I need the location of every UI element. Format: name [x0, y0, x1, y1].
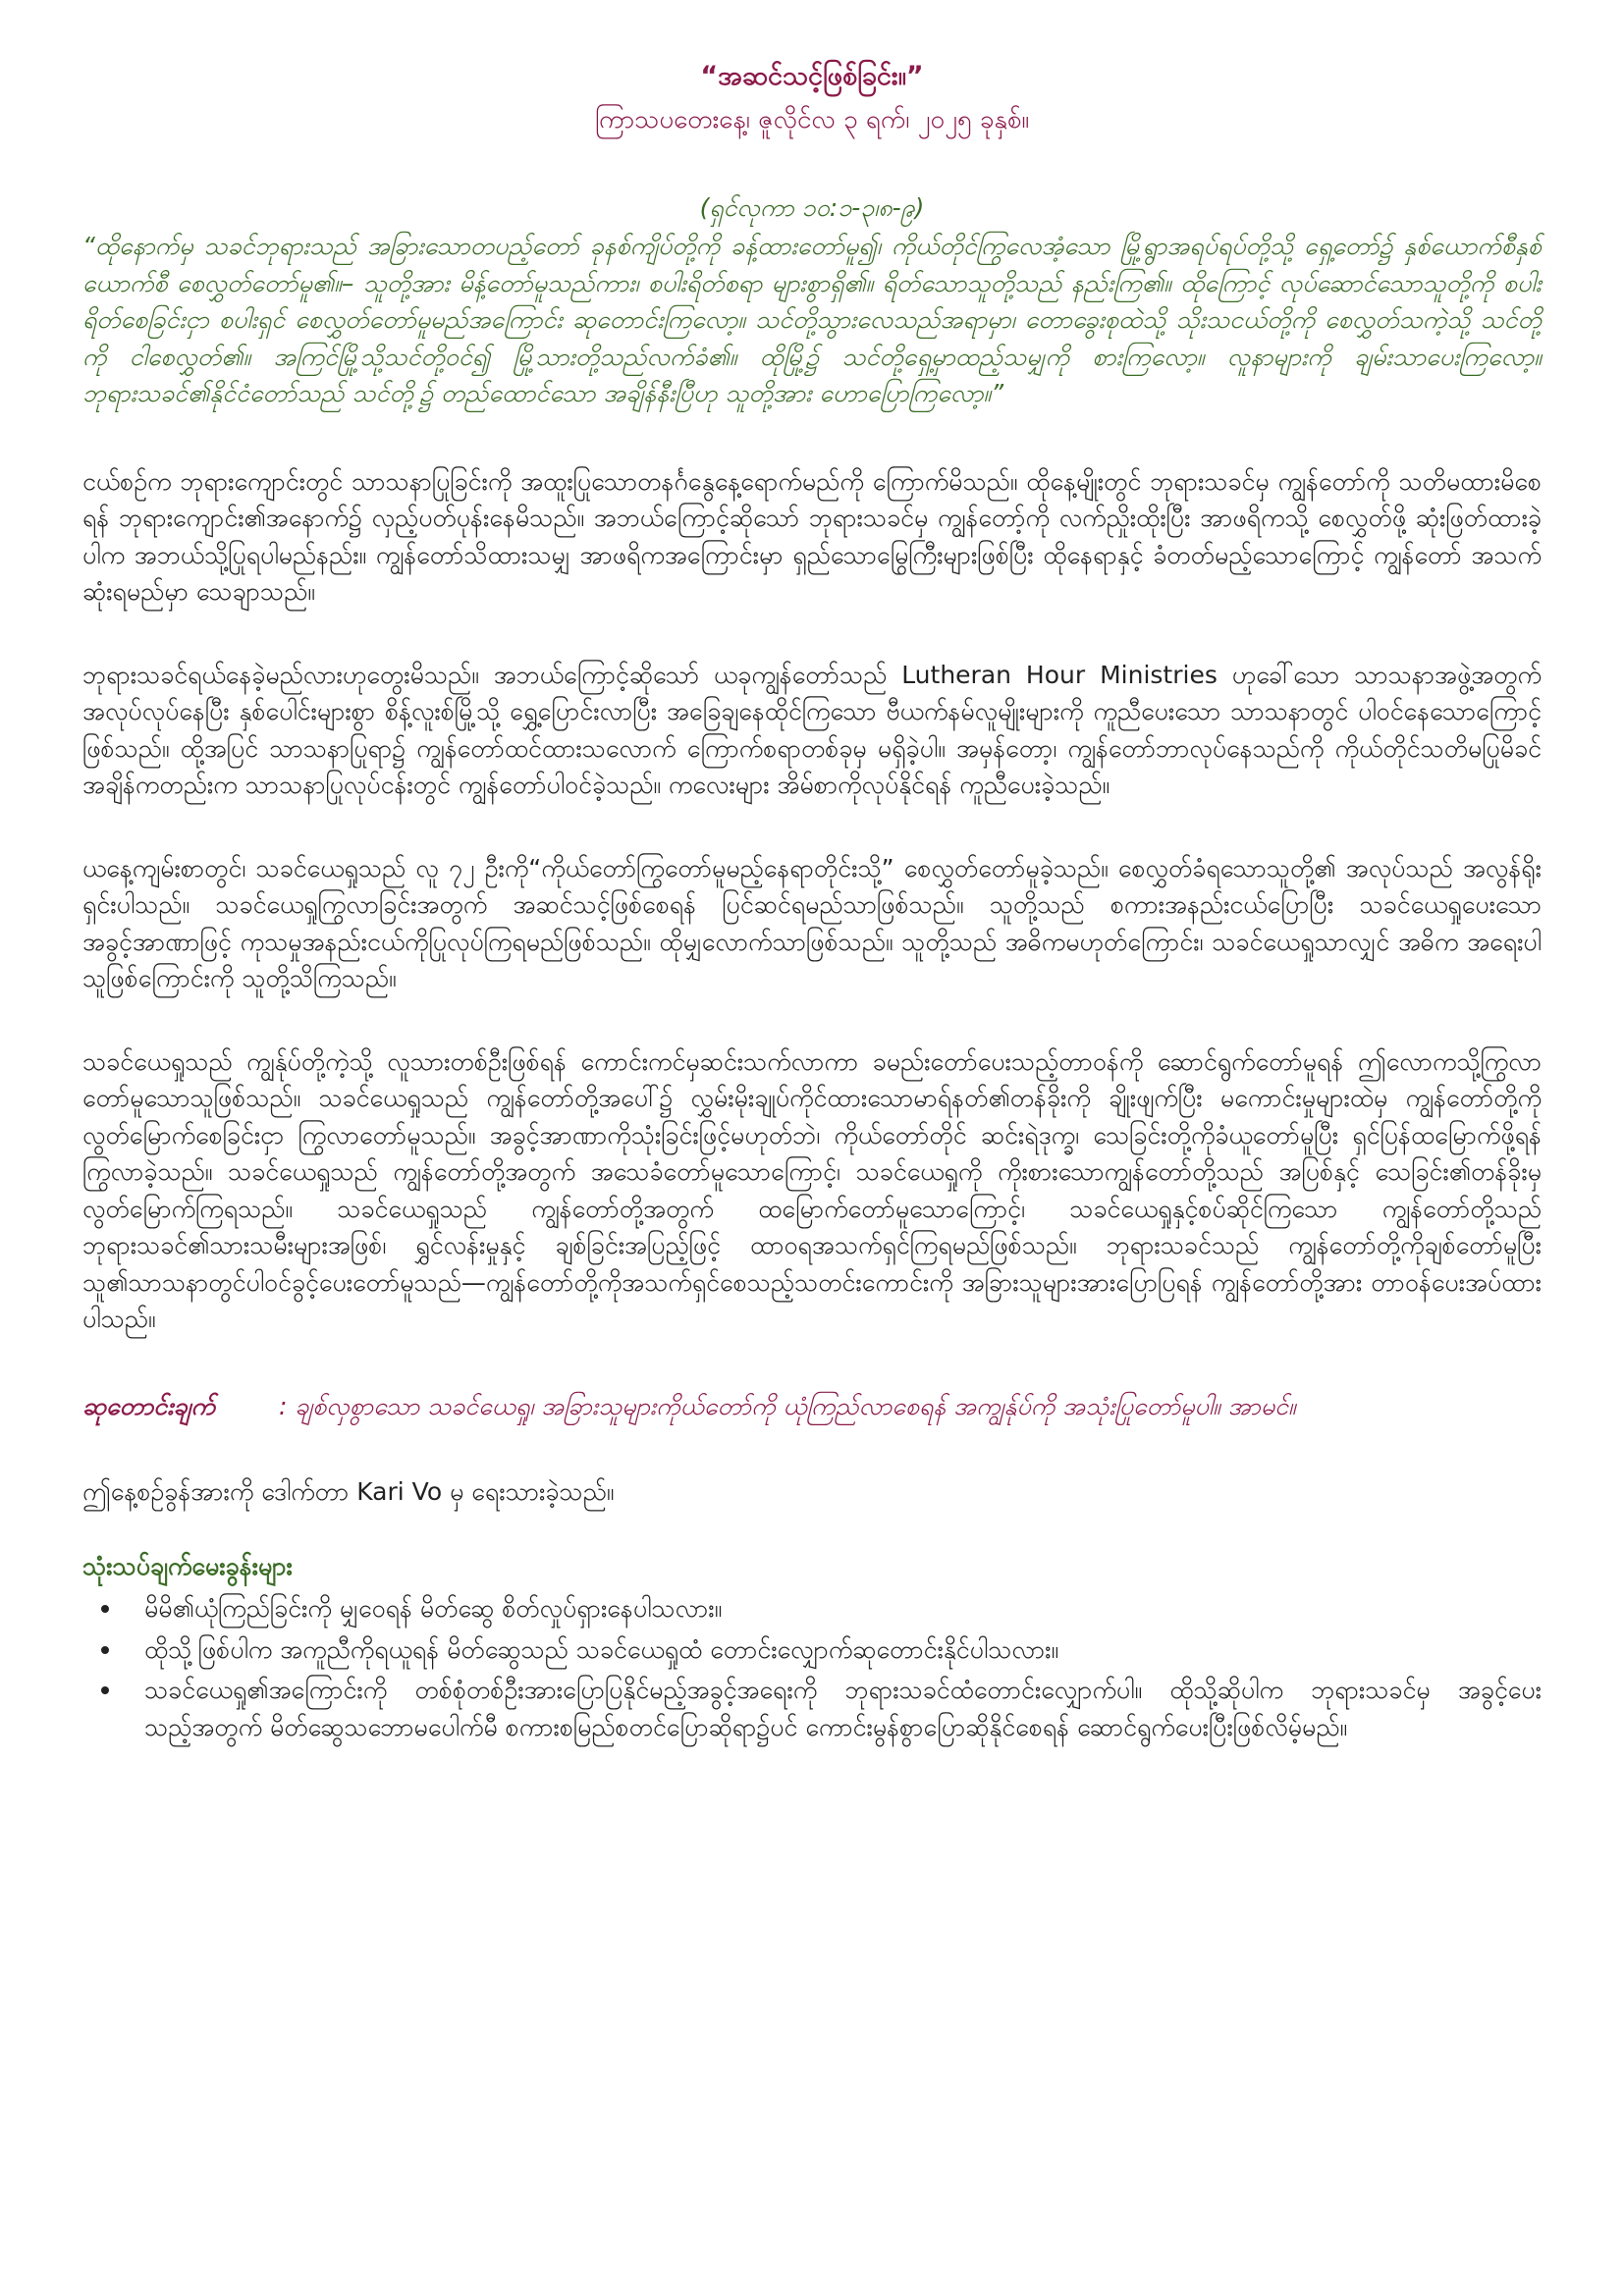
reflection-questions — [82, 1590, 1542, 1745]
bullet-icon — [101, 1686, 109, 1694]
page-content — [82, 57, 1542, 1749]
question-text: မိမိ၏ယုံကြည်ခြင်းကို မျှဝေရန် မိတ်ဆွေ စိတ်လှုပ်ရှားနေပါသလား။ — [144, 1594, 723, 1623]
body-paragraph-2: ဘုရားသခင်ရယ်နေခဲ့မည်လားဟုတွေးမိသည်။ အဘယ်ကြောင့်ဆိုသော် ယခုကျွန်တော်သည် Lutheran Hour Ministries ဟုခေါ်သော သာသနာအဖွဲ့အတွက် အလုပ်လုပ်နေပြီး နှစ်ပေါင်းများစွာ စိန့်လူးစ်မြို့သို့ ရွှေ့ပြောင်းလာပြီး အခြေချနေထိုင်ကြသော ဗီယက်နမ်လူမျိုးများကို ကူညီပေးသော သာသနာတွင် ပါဝင်နေသောကြောင့်ဖြစ်သည်။ ထို့အပြင် သာသနာပြုရာ၌ ကျွန်တော်ထင်ထားသလောက် ကြောက်စရာတစ်ခုမှ မရှိခဲ့ပါ။ အမှန်တော့၊ ကျွန်တော်ဘာလုပ်နေသည်ကို ကိုယ်တိုင်သတိမပြုမိခင် အချိန်ကတည်းက သာသနာပြုလုပ်ငန်းတွင် ကျွန်တော်ပါဝင်ခဲ့သည်။ ကလေးများ အိမ်စာကိုလုပ်နိုင်ရန် ကူညီပေးခဲ့သည်။ — [82, 660, 1542, 799]
scripture-text: “ထိုနောက်မှ သခင်ဘုရားသည် အခြားသောတပည့်တော် ခုနစ်ကျိပ်တို့ကို ခန့်ထားတော်မူ၍၊ ကိုယ်တိုင်ကြွလေအံ့သော မြို့ရွာအရပ်ရပ်တို့သို့ ရှေ့တော်၌ နှစ်ယောက်စီနှစ်ယောက်စီ စေလွှတ်တော်မူ၏။– သူတို့အား မိန့်တော်မူသည်ကား၊ စပါးရိတ်စရာ များစွာရှိ၏။ ရိတ်သောသူတို့သည် နည်းကြ၏။ ထိုကြောင့် လုပ်ဆောင်သောသူတို့ကို စပါးရိတ်စေခြင်းငှာ စပါးရှင် စေလွှတ်တော်မူမည်အကြောင်း ဆုတောင်းကြလော့။ သင်တို့သွားလေသည်အရာမှာ၊ တောခွေးစုထဲသို့ သိုးသငယ်တို့ကို စေလွှတ်သကဲ့သို့ သင်တို့ကို ငါစေလွှတ်၏။ အကြင်မြို့သို့သင်တို့ဝင်၍ မြို့သားတို့သည်လက်ခံ၏။ ထိုမြို့၌ သင်တို့ရှေ့မှာထည့်သမျှကို စားကြလော့။ လူနာများကို ချမ်းသာပေးကြလော့။ ဘုရားသခင်၏နိုင်ငံတော်သည် သင်တို့၌ တည်ထောင်သော အချိန်နီးပြီဟု သူတို့အား ဟောပြောကြလော့။” — [82, 232, 1542, 407]
reflection-heading: သုံးသပ်ချက်မေးခွန်းများ — [82, 1551, 293, 1580]
prayer-separator: : — [278, 1391, 288, 1420]
author-note: ဤနေ့စဉ်ခွန်အားကို ဒေါက်တာ Kari Vo မှ ရေးသားခဲ့သည်။ — [82, 1477, 615, 1506]
page-title: “အဆင်သင့်ဖြစ်ခြင်း။” — [700, 61, 924, 91]
body-paragraph-1: ငယ်စဉ်က ဘုရားကျောင်းတွင် သာသနာပြုခြင်းကို အထူးပြုသောတနင်္ဂနွေနေ့ရောက်မည်ကို ကြောက်မိသည်။ ထိုနေ့မျိုးတွင် ဘုရားသခင်မှ ကျွန်တော်ကို သတိမထားမိစေရန် ဘုရားကျောင်း၏အနောက်၌ လှည့်ပတ်ပုန်းနေမိသည်။ အဘယ်ကြောင့်ဆိုသော် ဘုရားသခင်မှ ကျွန်တော့်ကို လက်ညှိုးထိုးပြီး အာဖရိကသို့ စေလွှတ်ဖို့ ဆုံးဖြတ်ထားခဲ့ပါက အဘယ်သို့ပြုရပါမည်နည်း။ ကျွန်တော်သိထားသမျှ အာဖရိကအကြောင်းမှာ ရှည်သောမြွေကြီးများဖြစ်ပြီး ထိုနေရာနှင့် ခံတတ်မည့်သောကြောင့် ကျွန်တော် အသက်ဆုံးရမည်မှာ သေချာသည်။ — [82, 466, 1542, 606]
scripture-reference: (ရှင်လုကာ ၁၀:၁-၃၊၈-၉) — [699, 193, 925, 222]
list-item — [144, 1631, 1542, 1669]
bullet-icon — [101, 1605, 109, 1613]
question-text: ထိုသို့ဖြစ်ပါက အကူညီကိုရယူရန် မိတ်ဆွေသည် သခင်ယေရှုထံ တောင်းလျှောက်ဆုတောင်းနိုင်ပါသလား။ — [144, 1634, 1059, 1664]
prayer-label: ဆုတောင်းချက် — [82, 1391, 216, 1420]
dateline: ကြာသပတေးနေ့၊ ဇူလိုင်လ ၃ ရက်၊ ၂၀၂၅ ခုနှစ်။ — [594, 105, 1030, 134]
body-paragraph-4: သခင်ယေရှုသည် ကျွန်ုပ်တို့ကဲ့သို့ လူသားတစ်ဦးဖြစ်ရန် ကောင်းကင်မှဆင်းသက်လာကာ ခမည်းတော်ပေးသည့်တာဝန်ကို ဆောင်ရွက်တော်မူရန် ဤလောကသို့ကြွလာတော်မူသောသူဖြစ်သည်။ သခင်ယေရှုသည် ကျွန်တော်တို့အပေါ်၌ လွှမ်းမိုးချုပ်ကိုင်ထားသောမာရ်နတ်၏တန်ခိုးကို ချိုးဖျက်ပြီး မကောင်းမှုများထဲမှ ကျွန်တော်တို့ကိုလွတ်မြောက်စေခြင်းငှာ ကြွလာတော်မူသည်။ အခွင့်အာဏာကိုသုံးခြင်းဖြင့်မဟုတ်ဘဲ၊ ကိုယ်တော်တိုင် ဆင်းရဲဒုက္ခ၊ သေခြင်းတို့ကိုခံယူတော်မူပြီး ရှင်ပြန်ထမြောက်ဖို့ရန် ကြွလာခဲ့သည်။ သခင်ယေရှုသည် ကျွန်တော်တို့အတွက် အသေခံတော်မူသောကြောင့်၊ သခင်ယေရှုကို ကိုးစားသောကျွန်တော်တို့သည် အပြစ်နှင့် သေခြင်း၏တန်ခိုးမှ လွတ်မြောက်ကြရသည်။ သခင်ယေရှုသည် ကျွန်တော်တို့အတွက် ထမြောက်တော်မူသောကြောင့်၊ သခင်ယေရှုနှင့်စပ်ဆိုင်ကြသော ကျွန်တော်တို့သည် ဘုရားသခင်၏သားသမီးများအဖြစ်၊ ရွှင်လန်းမှုနှင့် ချစ်ခြင်းအပြည့်ဖြင့် ထာဝရအသက်ရှင်ကြရမည်ဖြစ်သည်။ ဘုရားသခင်သည် ကျွန်တော်တို့ကိုချစ်တော်မူပြီး သူ၏သာသနာတွင်ပါဝင်ခွင့်ပေးတော်မူသည်—ကျွန်တော်တို့ကိုအသက်ရှင်စေသည့်သတင်းကောင်းကို အခြားသူများအားပြောပြရန် ကျွန်တော်တို့အား တာဝန်ပေးအပ်ထားပါသည်။ — [82, 1046, 1542, 1333]
list-item — [144, 1672, 1542, 1745]
body-paragraph-3: ယနေ့ကျမ်းစာတွင်၊ သခင်ယေရှုသည် လူ ၇၂ ဦးကို“ကိုယ်တော်ကြွတော်မူမည့်နေရာတိုင်းသို့” စေလွှတ်တော်မူခဲ့သည်။ စေလွှတ်ခံရသောသူတို့၏ အလုပ်သည် အလွန်ရိုးရှင်းပါသည်။ သခင်ယေရှုကြွလာခြင်းအတွက် အဆင်သင့်ဖြစ်စေရန် ပြင်ဆင်ရမည်သာဖြစ်သည်။ သူတို့သည် စကားအနည်းငယ်ပြောပြီး သခင်ယေရှုပေးသောအခွင့်အာဏာဖြင့် ကုသမှုအနည်းငယ်ကိုပြုလုပ်ကြရမည်ဖြစ်သည်။ ထိုမျှလောက်သာဖြစ်သည်။ သူတို့သည် အဓိကမဟုတ်ကြောင်း၊ သခင်ယေရှုသာလျှင် အဓိက အရေးပါသူဖြစ်ကြောင်းကို သူတို့သိကြသည်။ — [82, 853, 1542, 992]
list-item — [144, 1590, 1542, 1628]
bullet-icon — [101, 1646, 109, 1654]
question-text: သခင်ယေရှု၏အကြောင်းကို တစ်စုံတစ်ဦးအားပြောပြနိုင်မည့်အခွင့်အရေးကို ဘုရားသခင်ထံတောင်းလျှောက်ပါ။ ထိုသို့ဆိုပါက ဘုရားသခင်မှ အခွင့်ပေးသည့်အတွက် မိတ်ဆွေသဘောမပေါက်မီ စကားစမြည်စတင်ပြောဆိုရာ၌ပင် ကောင်းမွန်စွာပြောဆိုနိုင်စေရန် ဆောင်ရွက်ပေးပြီးဖြစ်လိမ့်မည်။ — [144, 1676, 1542, 1741]
prayer-text: ချစ်လှစွာသော သခင်ယေရှု၊ အခြားသူများကိုယ်တော်ကို ယုံကြည်လာစေရန် အကျွန်ုပ်ကို အသုံးပြုတော်မူပါ။ အာမင်။ — [295, 1391, 1296, 1420]
prayer — [82, 1388, 1542, 1425]
